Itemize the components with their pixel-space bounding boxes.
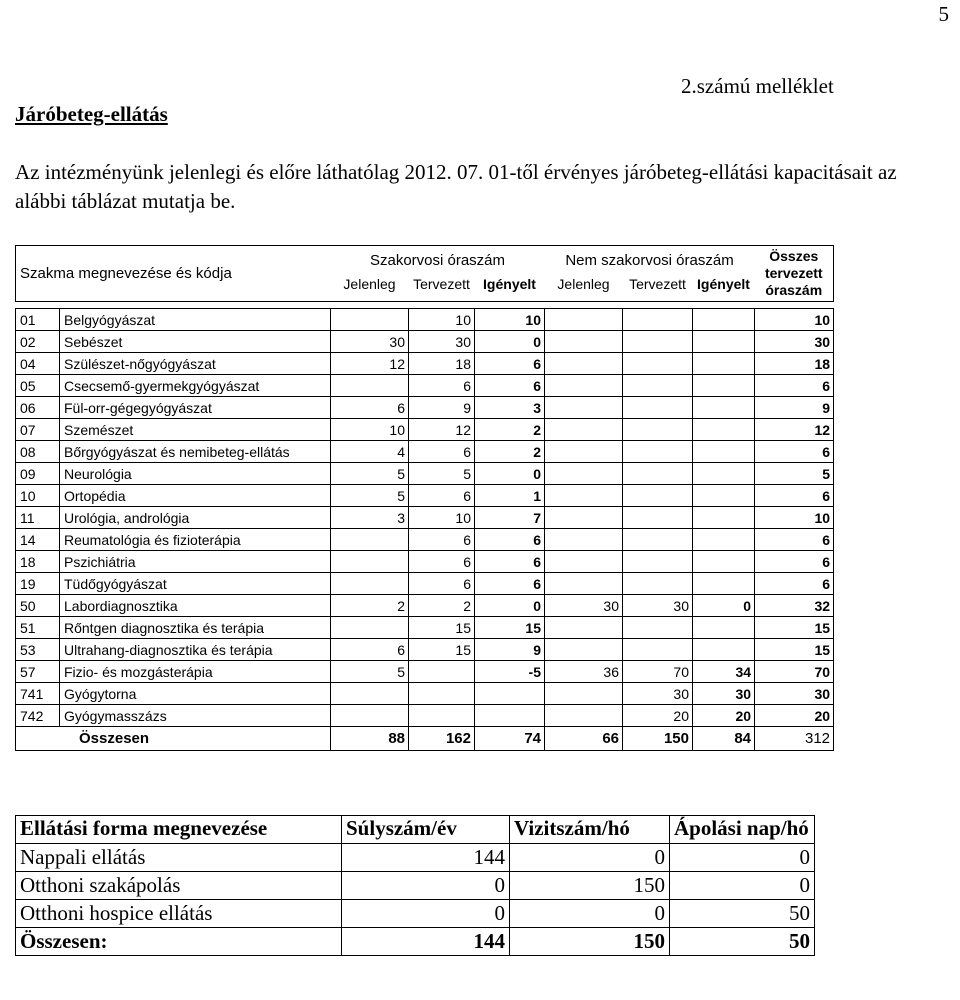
profession-code-cell: 10	[16, 485, 60, 507]
profession-name-cell: Belgyógyászat	[60, 309, 331, 331]
profession-code-cell: 57	[16, 661, 60, 683]
total-planned-cell: 6	[755, 573, 834, 595]
specialist-planned-cell	[409, 705, 475, 727]
profession-code-cell: 53	[16, 639, 60, 661]
capacity-table-body	[16, 309, 834, 751]
specialist-current-cell: 5	[331, 661, 409, 683]
nonspecialist-planned-cell	[623, 485, 693, 507]
profession-name-cell: Rőntgen diagnosztika és terápia	[60, 617, 331, 639]
nonspecialist-planned-cell: 30	[623, 595, 693, 617]
total-planned-cell: 6	[755, 529, 834, 551]
specialist-current-cell: 4	[331, 441, 409, 463]
nonspecialist-current-cell	[545, 551, 623, 573]
specialist-requested-cell	[475, 683, 545, 705]
care-form-visits-cell: 0	[510, 900, 670, 928]
nonspecialist-requested-cell	[693, 551, 755, 573]
nonspecialist-planned-cell	[623, 419, 693, 441]
specialist-current-cell	[331, 705, 409, 727]
total-planned-cell: 30	[755, 683, 834, 705]
profession-code-cell: 07	[16, 419, 60, 441]
total-label-cell	[16, 727, 331, 751]
specialist-requested-cell: 2	[475, 441, 545, 463]
profession-name-cell: Fizio- és mozgásterápia	[60, 661, 331, 683]
specialist-requested-cell: 7	[475, 507, 545, 529]
care-form-name-cell: Otthoni hospice ellátás	[16, 900, 342, 928]
profession-name-cell: Ortopédia	[60, 485, 331, 507]
profession-name-cell: Urológia, andrológia	[60, 507, 331, 529]
profession-name-cell: Fül-orr-gégegyógyászat	[60, 397, 331, 419]
column-header-care-form: Ellátási forma megnevezése	[16, 816, 342, 844]
page-number: 5	[938, 2, 949, 26]
specialist-current-cell	[331, 375, 409, 397]
specialist-current-cell	[331, 617, 409, 639]
table-row	[16, 353, 834, 375]
table-row	[16, 375, 834, 397]
specialist-requested-cell: 6	[475, 353, 545, 375]
profession-code-cell: 18	[16, 551, 60, 573]
specialist-current-cell: 6	[331, 639, 409, 661]
table-row	[16, 844, 815, 872]
profession-name-cell: Szemészet	[60, 419, 331, 441]
profession-name-cell: Tüdőgyógyászat	[60, 573, 331, 595]
profession-name-cell: Labordiagnosztika	[60, 595, 331, 617]
profession-name-cell: Gyógymasszázs	[60, 705, 331, 727]
nonspecialist-requested-cell	[693, 441, 755, 463]
specialist-current-cell: 5	[331, 463, 409, 485]
specialist-requested-cell: -5	[475, 661, 545, 683]
specialist-planned-cell: 10	[409, 507, 475, 529]
nonspecialist-current-cell	[545, 441, 623, 463]
specialist-planned-cell: 6	[409, 441, 475, 463]
total-planned-cell: 5	[755, 463, 834, 485]
table-row	[16, 309, 834, 331]
table-row	[16, 595, 834, 617]
specialist-current-cell	[331, 573, 409, 595]
specialist-requested-cell: 6	[475, 551, 545, 573]
specialist-requested-cell: 1	[475, 485, 545, 507]
nonspecialist-planned-cell	[623, 529, 693, 551]
column-header-nonspecialist-current: Jelenleg	[545, 272, 623, 301]
nonspecialist-current-cell: 36	[545, 661, 623, 683]
nonspecialist-planned-cell	[623, 573, 693, 595]
nonspecialist-requested-cell	[693, 617, 755, 639]
total-planned-cell: 10	[755, 309, 834, 331]
specialist-requested-cell: 0	[475, 331, 545, 353]
specialist-current-cell: 5	[331, 485, 409, 507]
nonspecialist-requested-cell	[693, 485, 755, 507]
nonspecialist-planned-cell	[623, 441, 693, 463]
nonspecialist-requested-cell	[693, 375, 755, 397]
nonspecialist-requested-cell	[693, 573, 755, 595]
total-planned-cell: 70	[755, 661, 834, 683]
care-form-weight-cell: 0	[342, 900, 510, 928]
care-form-table-body	[16, 844, 815, 956]
care-form-weight-cell: 0	[342, 872, 510, 900]
care-form-visits-cell: 0	[510, 844, 670, 872]
profession-name-cell: Pszichiátria	[60, 551, 331, 573]
nonspecialist-requested-cell	[693, 507, 755, 529]
table-row	[16, 900, 815, 928]
specialist-current-cell	[331, 529, 409, 551]
nonspecialist-requested-cell	[693, 419, 755, 441]
care-form-total-name-cell: Összesen:	[16, 928, 342, 956]
total-planned-cell: 6	[755, 375, 834, 397]
care-form-total-days-cell: 50	[670, 928, 815, 956]
total-s_plan-cell: 162	[409, 727, 475, 751]
nonspecialist-planned-cell	[623, 551, 693, 573]
column-header-specialist-current: Jelenleg	[331, 272, 409, 301]
nonspecialist-requested-cell: 0	[693, 595, 755, 617]
profession-code-cell: 11	[16, 507, 60, 529]
care-form-table	[15, 815, 815, 956]
column-header-total-planned: Összes tervezett óraszám	[755, 246, 834, 302]
nonspecialist-requested-cell	[693, 309, 755, 331]
specialist-planned-cell: 2	[409, 595, 475, 617]
nonspecialist-current-cell	[545, 529, 623, 551]
profession-code-cell: 05	[16, 375, 60, 397]
nonspecialist-planned-cell	[623, 463, 693, 485]
nonspecialist-requested-cell: 34	[693, 661, 755, 683]
specialist-planned-cell: 6	[409, 485, 475, 507]
total-label: Összesen	[79, 729, 150, 747]
table-row	[16, 419, 834, 441]
total-planned-cell: 20	[755, 705, 834, 727]
specialist-planned-cell: 15	[409, 639, 475, 661]
specialist-requested-cell: 6	[475, 529, 545, 551]
column-group-specialist-hours: Szakorvosi óraszám	[331, 246, 545, 273]
specialist-requested-cell: 2	[475, 419, 545, 441]
nonspecialist-current-cell: 30	[545, 595, 623, 617]
table-row	[16, 639, 834, 661]
profession-name-cell: Ultrahang-diagnosztika és terápia	[60, 639, 331, 661]
specialist-current-cell	[331, 551, 409, 573]
specialist-planned-cell: 10	[409, 309, 475, 331]
table-row	[16, 551, 834, 573]
header-spacer	[16, 302, 834, 309]
table-row	[16, 485, 834, 507]
profession-code-cell: 04	[16, 353, 60, 375]
specialist-planned-cell	[409, 661, 475, 683]
care-form-total-row	[16, 928, 815, 956]
nonspecialist-requested-cell: 30	[693, 683, 755, 705]
specialist-planned-cell: 18	[409, 353, 475, 375]
specialist-requested-cell: 15	[475, 617, 545, 639]
nonspecialist-current-cell	[545, 507, 623, 529]
nonspecialist-planned-cell: 20	[623, 705, 693, 727]
nonspecialist-requested-cell	[693, 353, 755, 375]
nonspecialist-current-cell	[545, 397, 623, 419]
column-header-specialist-requested: Igényelt	[475, 272, 545, 301]
nonspecialist-planned-cell	[623, 397, 693, 419]
specialist-current-cell: 2	[331, 595, 409, 617]
care-form-weight-cell: 144	[342, 844, 510, 872]
care-form-name-cell: Nappali ellátás	[16, 844, 342, 872]
specialist-current-cell: 30	[331, 331, 409, 353]
table-row	[16, 397, 834, 419]
specialist-planned-cell: 6	[409, 573, 475, 595]
total-planned-cell: 30	[755, 331, 834, 353]
total-n_cur-cell: 66	[545, 727, 623, 751]
specialist-current-cell: 6	[331, 397, 409, 419]
nonspecialist-current-cell	[545, 617, 623, 639]
column-header-profession: Szakma megnevezése és kódja	[16, 246, 331, 302]
nonspecialist-requested-cell	[693, 529, 755, 551]
specialist-planned-cell: 6	[409, 551, 475, 573]
profession-code-cell: 50	[16, 595, 60, 617]
specialist-planned-cell: 6	[409, 375, 475, 397]
specialist-planned-cell: 9	[409, 397, 475, 419]
specialist-requested-cell: 6	[475, 573, 545, 595]
nonspecialist-current-cell	[545, 463, 623, 485]
specialist-requested-cell: 3	[475, 397, 545, 419]
profession-name-cell: Sebészet	[60, 331, 331, 353]
table-row	[16, 573, 834, 595]
nonspecialist-current-cell	[545, 639, 623, 661]
nonspecialist-planned-cell	[623, 309, 693, 331]
table-row	[16, 872, 815, 900]
table-row	[16, 617, 834, 639]
nonspecialist-current-cell	[545, 485, 623, 507]
care-form-total-visits-cell: 150	[510, 928, 670, 956]
table-row	[16, 441, 834, 463]
total-row	[16, 727, 834, 751]
profession-code-cell: 08	[16, 441, 60, 463]
specialist-requested-cell	[475, 705, 545, 727]
total-planned-cell: 6	[755, 551, 834, 573]
total-planned-cell: 32	[755, 595, 834, 617]
profession-code-cell: 19	[16, 573, 60, 595]
nonspecialist-planned-cell: 70	[623, 661, 693, 683]
nonspecialist-requested-cell	[693, 463, 755, 485]
specialist-current-cell: 12	[331, 353, 409, 375]
specialist-current-cell: 10	[331, 419, 409, 441]
total-planned-cell: 15	[755, 639, 834, 661]
specialist-requested-cell: 0	[475, 463, 545, 485]
specialist-requested-cell: 6	[475, 375, 545, 397]
nonspecialist-current-cell	[545, 331, 623, 353]
profession-code-cell: 742	[16, 705, 60, 727]
care-form-days-cell: 50	[670, 900, 815, 928]
nonspecialist-planned-cell	[623, 375, 693, 397]
total-planned-cell: 6	[755, 485, 834, 507]
care-form-total-weight-cell: 144	[342, 928, 510, 956]
care-form-visits-cell: 150	[510, 872, 670, 900]
nonspecialist-planned-cell	[623, 617, 693, 639]
column-group-nonspecialist-hours: Nem szakorvosi óraszám	[545, 246, 755, 273]
table-row	[16, 683, 834, 705]
nonspecialist-current-cell	[545, 683, 623, 705]
nonspecialist-current-cell	[545, 309, 623, 331]
total-total-cell: 312	[755, 727, 834, 751]
specialist-planned-cell: 15	[409, 617, 475, 639]
nonspecialist-current-cell	[545, 375, 623, 397]
specialist-requested-cell: 10	[475, 309, 545, 331]
profession-code-cell: 14	[16, 529, 60, 551]
column-header-nonspecialist-requested: Igényelt	[693, 272, 755, 301]
total-planned-cell: 18	[755, 353, 834, 375]
specialist-current-cell: 3	[331, 507, 409, 529]
nonspecialist-current-cell	[545, 705, 623, 727]
profession-code-cell: 02	[16, 331, 60, 353]
profession-code-cell: 51	[16, 617, 60, 639]
nonspecialist-requested-cell: 20	[693, 705, 755, 727]
nonspecialist-requested-cell	[693, 639, 755, 661]
specialist-requested-cell: 0	[475, 595, 545, 617]
nonspecialist-planned-cell	[623, 353, 693, 375]
specialist-current-cell	[331, 683, 409, 705]
profession-name-cell: Csecsemő-gyermekgyógyászat	[60, 375, 331, 397]
specialist-planned-cell: 30	[409, 331, 475, 353]
nonspecialist-planned-cell	[623, 331, 693, 353]
table-row	[16, 463, 834, 485]
table-row	[16, 331, 834, 353]
column-header-care-days-per-month: Ápolási nap/hó	[670, 816, 815, 844]
total-planned-cell: 9	[755, 397, 834, 419]
total-planned-cell: 12	[755, 419, 834, 441]
specialist-planned-cell	[409, 683, 475, 705]
nonspecialist-planned-cell: 30	[623, 683, 693, 705]
annex-label: 2.számú melléklet	[681, 74, 834, 98]
nonspecialist-planned-cell	[623, 507, 693, 529]
table-row	[16, 507, 834, 529]
profession-name-cell: Szülészet-nőgyógyászat	[60, 353, 331, 375]
specialist-planned-cell: 12	[409, 419, 475, 441]
column-header-weight-per-year: Súlyszám/év	[342, 816, 510, 844]
section-title: Járóbeteg-ellátás	[15, 102, 168, 126]
profession-name-cell: Reumatológia és fizioterápia	[60, 529, 331, 551]
total-n_req-cell: 84	[693, 727, 755, 751]
nonspecialist-planned-cell	[623, 639, 693, 661]
nonspecialist-requested-cell	[693, 397, 755, 419]
column-header-specialist-planned: Tervezett	[409, 272, 475, 301]
total-planned-cell: 10	[755, 507, 834, 529]
intro-paragraph: Az intézményünk jelenlegi és előre láthatólag 2012. 07. 01-től érvényes járóbeteg-ellátási kapacitásait az alábbi táblázat mutatja be.	[15, 160, 897, 213]
profession-name-cell: Neurológia	[60, 463, 331, 485]
care-form-days-cell: 0	[670, 844, 815, 872]
specialist-planned-cell: 5	[409, 463, 475, 485]
profession-code-cell: 741	[16, 683, 60, 705]
total-s_req-cell: 74	[475, 727, 545, 751]
specialist-current-cell	[331, 309, 409, 331]
table-row	[16, 529, 834, 551]
nonspecialist-current-cell	[545, 573, 623, 595]
total-s_cur-cell: 88	[331, 727, 409, 751]
nonspecialist-current-cell	[545, 353, 623, 375]
capacity-table	[15, 245, 834, 751]
column-header-nonspecialist-planned: Tervezett	[623, 272, 693, 301]
nonspecialist-current-cell	[545, 419, 623, 441]
care-form-name-cell: Otthoni szakápolás	[16, 872, 342, 900]
specialist-planned-cell: 6	[409, 529, 475, 551]
total-planned-cell: 15	[755, 617, 834, 639]
nonspecialist-requested-cell	[693, 331, 755, 353]
total-planned-cell: 6	[755, 441, 834, 463]
profession-name-cell: Gyógytorna	[60, 683, 331, 705]
specialist-requested-cell: 9	[475, 639, 545, 661]
care-form-days-cell: 0	[670, 872, 815, 900]
table-row	[16, 705, 834, 727]
profession-name-cell: Bőrgyógyászat és nemibeteg-ellátás	[60, 441, 331, 463]
column-header-visits-per-month: Vizitszám/hó	[510, 816, 670, 844]
profession-code-cell: 09	[16, 463, 60, 485]
total-n_plan-cell: 150	[623, 727, 693, 751]
profession-code-cell: 06	[16, 397, 60, 419]
profession-code-cell: 01	[16, 309, 60, 331]
table-row	[16, 661, 834, 683]
